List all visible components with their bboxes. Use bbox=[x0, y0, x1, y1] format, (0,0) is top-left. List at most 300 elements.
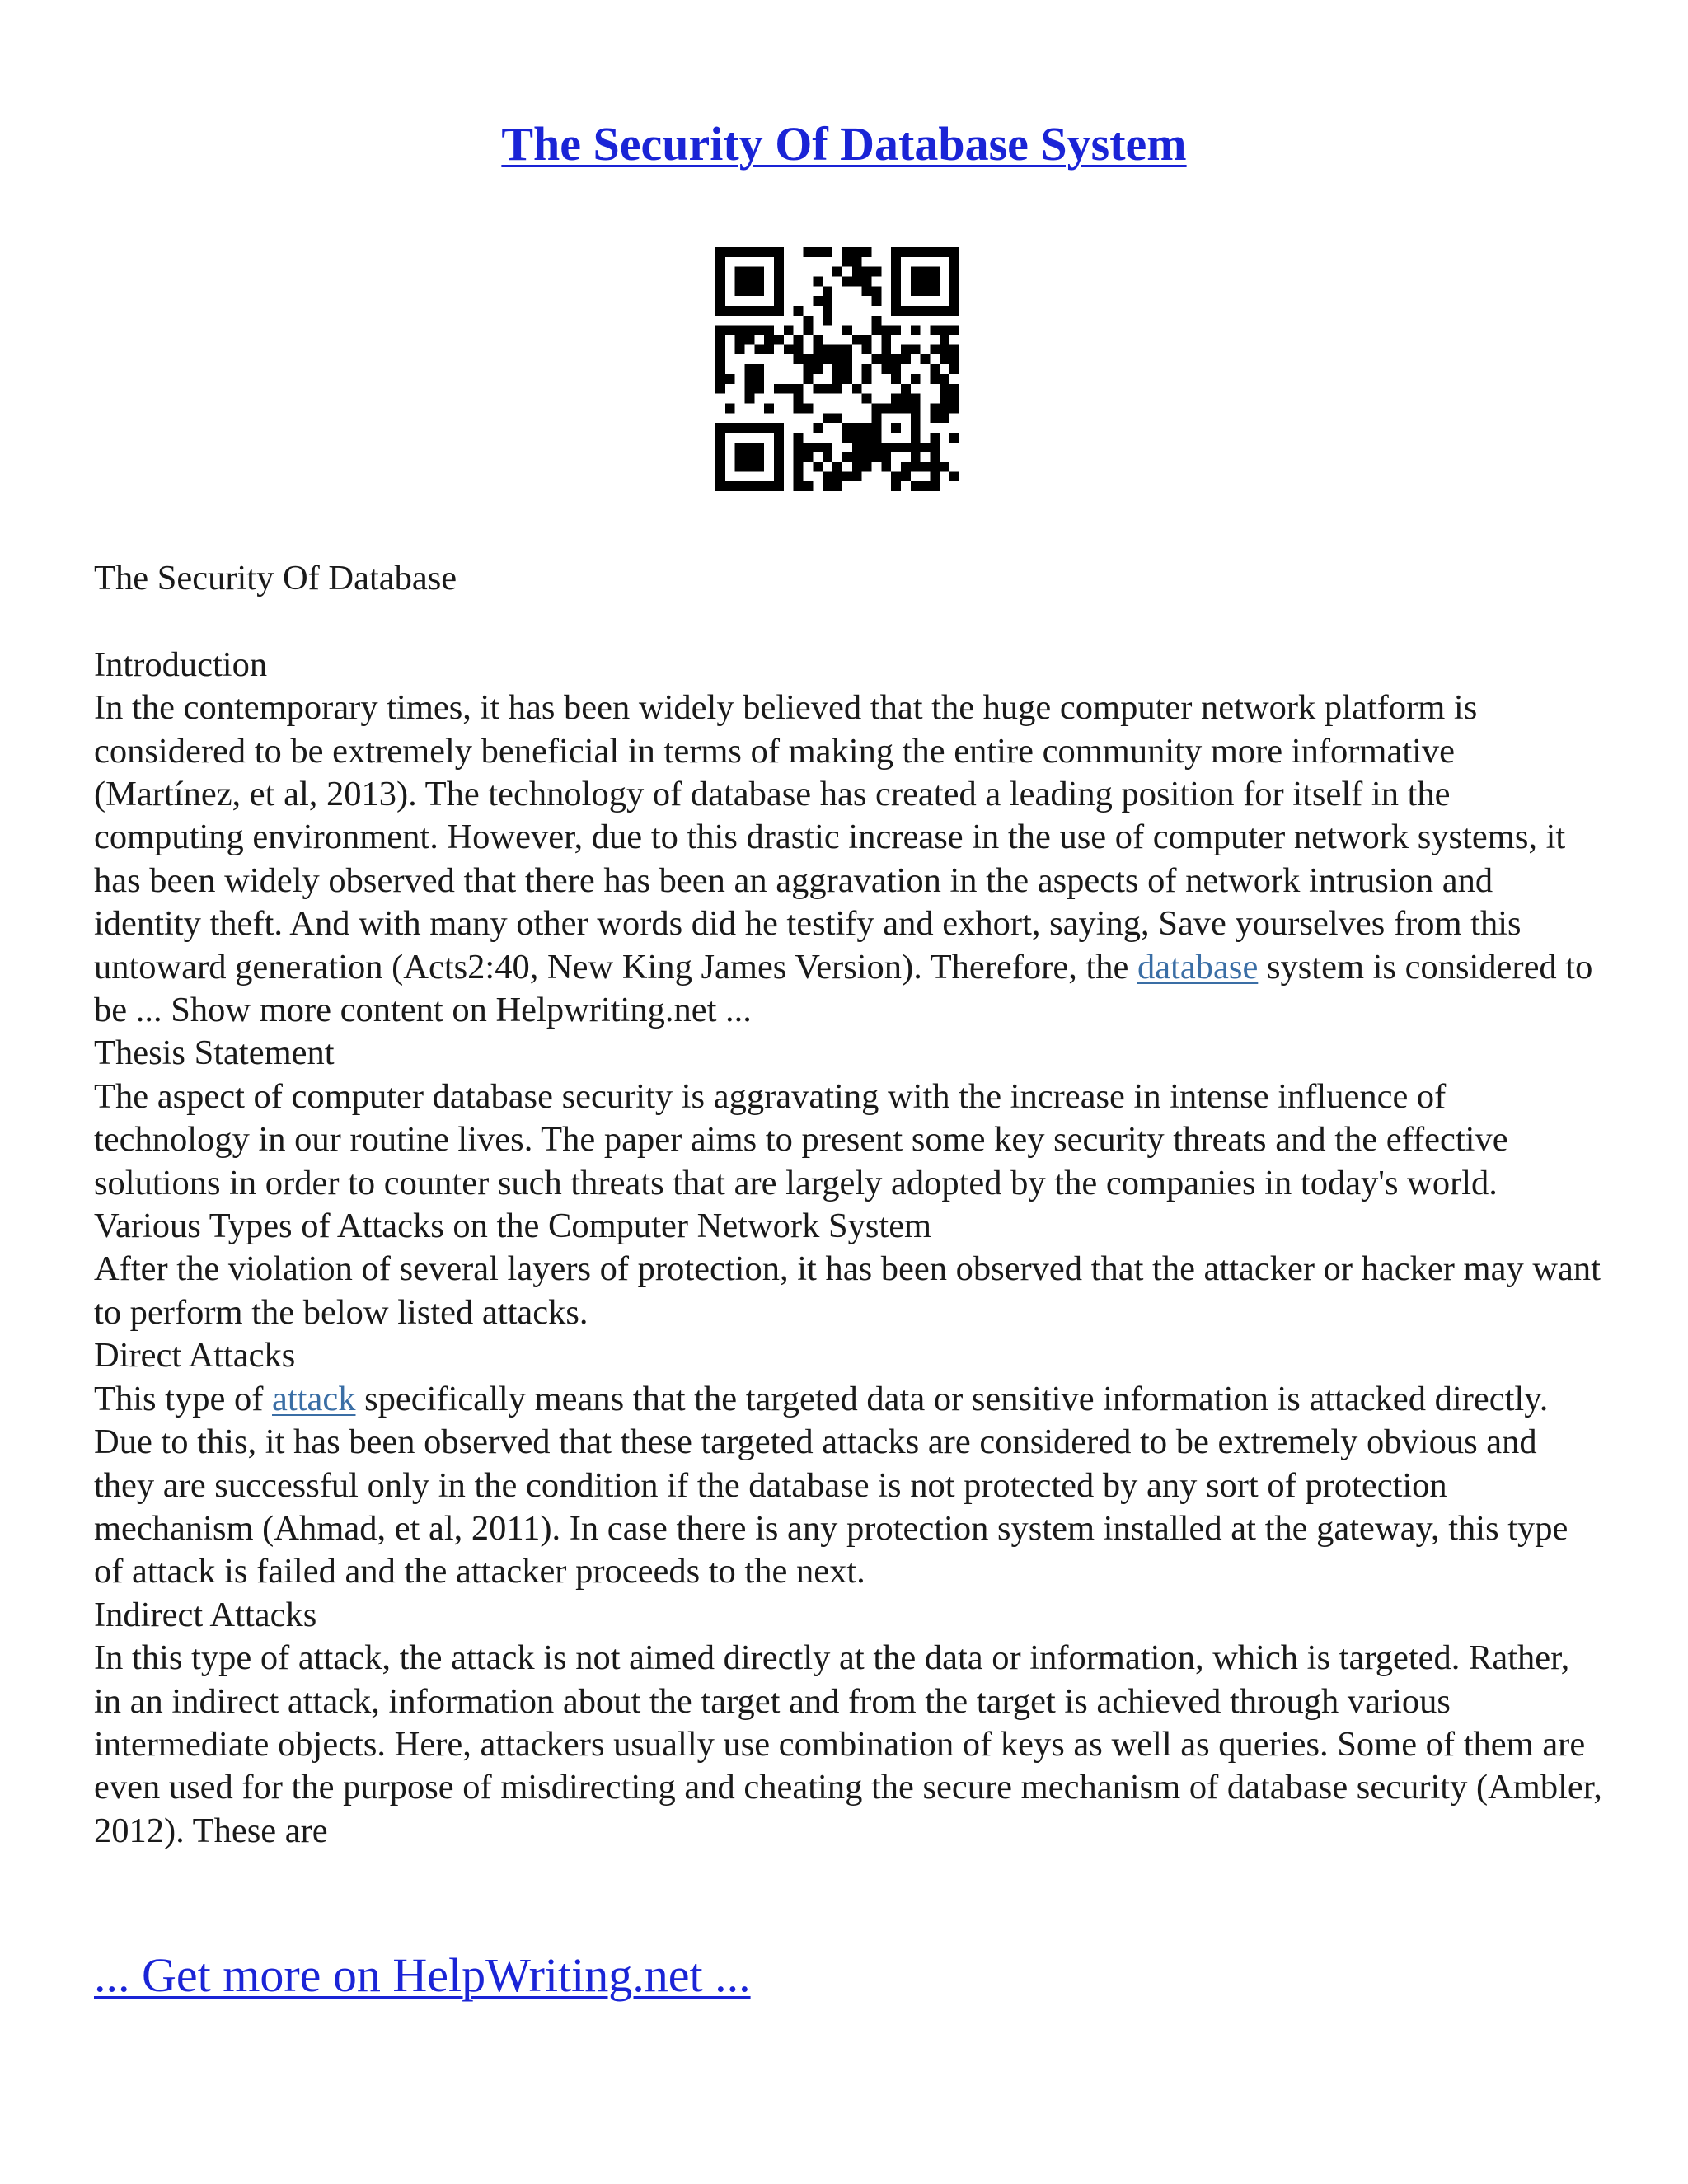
qr-module bbox=[823, 481, 832, 491]
qr-module bbox=[862, 247, 872, 257]
qr-module bbox=[774, 471, 784, 481]
qr-module bbox=[794, 481, 804, 491]
qr-module bbox=[832, 471, 842, 481]
qr-module bbox=[715, 481, 725, 491]
qr-module bbox=[911, 247, 921, 257]
qr-module bbox=[784, 384, 794, 394]
qr-module bbox=[862, 394, 872, 404]
qr-module bbox=[774, 296, 784, 306]
qr-module bbox=[745, 481, 755, 491]
qr-module bbox=[891, 286, 901, 296]
qr-module bbox=[754, 452, 764, 462]
qr-module bbox=[813, 354, 823, 364]
qr-module bbox=[930, 277, 940, 287]
qr-module bbox=[823, 354, 832, 364]
qr-module bbox=[950, 277, 959, 287]
qr-module bbox=[754, 423, 764, 433]
qr-module bbox=[921, 462, 931, 471]
direct-attacks-paragraph bbox=[94, 1378, 1602, 1594]
qr-module bbox=[715, 364, 725, 374]
section-heading-thesis: Thesis Statement bbox=[94, 1033, 335, 1073]
qr-module bbox=[950, 384, 959, 394]
qr-module bbox=[715, 452, 725, 462]
qr-module bbox=[891, 277, 901, 287]
qr-module bbox=[901, 471, 911, 481]
qr-module bbox=[745, 364, 755, 374]
qr-module bbox=[901, 394, 911, 404]
qr-module bbox=[852, 277, 862, 287]
qr-module bbox=[813, 277, 823, 287]
qr-module bbox=[940, 354, 950, 364]
qr-module bbox=[842, 247, 852, 257]
qr-module bbox=[754, 247, 764, 257]
qr-module bbox=[735, 344, 745, 354]
qr-module bbox=[930, 247, 940, 257]
qr-module bbox=[813, 335, 823, 345]
qr-module bbox=[862, 335, 872, 345]
qr-module bbox=[764, 481, 774, 491]
qr-module bbox=[921, 267, 931, 277]
qr-module bbox=[901, 443, 911, 452]
qr-module bbox=[940, 374, 950, 384]
qr-module bbox=[871, 286, 881, 296]
qr-module bbox=[725, 247, 735, 257]
qr-module bbox=[891, 423, 901, 433]
qr-module bbox=[852, 423, 862, 433]
qr-module bbox=[764, 423, 774, 433]
qr-module bbox=[735, 277, 745, 287]
qr-module bbox=[911, 423, 921, 433]
qr-module bbox=[950, 296, 959, 306]
qr-module bbox=[862, 267, 872, 277]
qr-module bbox=[715, 335, 725, 345]
qr-module bbox=[881, 354, 891, 364]
qr-module bbox=[881, 326, 891, 335]
qr-module bbox=[715, 443, 725, 452]
qr-module bbox=[735, 267, 745, 277]
qr-module bbox=[871, 354, 881, 364]
qr-module bbox=[832, 413, 842, 423]
qr-module bbox=[813, 384, 823, 394]
qr-module bbox=[921, 306, 931, 316]
qr-module bbox=[813, 423, 823, 433]
qr-module bbox=[735, 443, 745, 452]
qr-module bbox=[764, 326, 774, 335]
qr-module bbox=[794, 344, 804, 354]
qr-module bbox=[950, 354, 959, 364]
qr-module bbox=[794, 403, 804, 413]
qr-module bbox=[891, 403, 901, 413]
qr-module bbox=[725, 326, 735, 335]
qr-module bbox=[823, 247, 832, 257]
qr-module bbox=[921, 247, 931, 257]
qr-module bbox=[725, 423, 735, 433]
qr-module bbox=[930, 364, 940, 374]
qr-module bbox=[754, 364, 764, 374]
section-heading-introduction: Introduction bbox=[94, 644, 268, 684]
qr-module bbox=[725, 374, 735, 384]
qr-module bbox=[950, 326, 959, 335]
qr-module bbox=[871, 296, 881, 306]
qr-module bbox=[715, 462, 725, 471]
page-title bbox=[0, 115, 1688, 173]
qr-module bbox=[871, 326, 881, 335]
qr-module bbox=[774, 335, 784, 345]
qr-module bbox=[842, 364, 852, 374]
qr-module bbox=[813, 344, 823, 354]
qr-module bbox=[774, 423, 784, 433]
qr-module bbox=[911, 326, 921, 335]
qr-module bbox=[852, 335, 862, 345]
qr-module bbox=[794, 384, 804, 394]
database-link[interactable]: database bbox=[1137, 947, 1259, 987]
qr-module bbox=[804, 443, 814, 452]
qr-module bbox=[774, 443, 784, 452]
qr-module bbox=[950, 306, 959, 316]
qr-module bbox=[715, 354, 725, 364]
spacer bbox=[94, 600, 1602, 643]
qr-module bbox=[832, 344, 842, 354]
qr-module bbox=[911, 403, 921, 413]
qr-module bbox=[754, 326, 764, 335]
qr-module bbox=[754, 481, 764, 491]
qr-module bbox=[891, 354, 901, 364]
qr-module bbox=[891, 443, 901, 452]
qr-module bbox=[745, 286, 755, 296]
qr-module bbox=[804, 354, 814, 364]
qr-module bbox=[745, 277, 755, 287]
qr-module bbox=[940, 326, 950, 335]
qr-module bbox=[735, 326, 745, 335]
qr-module bbox=[911, 462, 921, 471]
qr-module bbox=[823, 286, 832, 296]
qr-module bbox=[852, 433, 862, 443]
qr-module bbox=[823, 316, 832, 326]
qr-module bbox=[745, 394, 755, 404]
qr-module bbox=[891, 306, 901, 316]
qr-module bbox=[911, 374, 921, 384]
qr-module bbox=[794, 335, 804, 345]
qr-module bbox=[901, 403, 911, 413]
qr-module bbox=[715, 247, 725, 257]
qr-module bbox=[940, 335, 950, 345]
qr-module bbox=[842, 433, 852, 443]
qr-module bbox=[784, 344, 794, 354]
qr-module bbox=[745, 443, 755, 452]
get-more-link[interactable]: ... Get more on HelpWriting.net ... bbox=[94, 1948, 751, 2002]
qr-module bbox=[940, 384, 950, 394]
qr-module bbox=[784, 326, 794, 335]
qr-module bbox=[871, 267, 881, 277]
qr-module bbox=[901, 247, 911, 257]
qr-module bbox=[852, 471, 862, 481]
qr-code-graphic bbox=[715, 247, 959, 491]
qr-module bbox=[754, 384, 764, 394]
qr-module bbox=[862, 286, 872, 296]
qr-module bbox=[891, 374, 901, 384]
qr-module bbox=[911, 413, 921, 423]
qr-module bbox=[930, 267, 940, 277]
qr-module bbox=[754, 277, 764, 287]
qr-module bbox=[881, 344, 891, 354]
qr-module bbox=[774, 462, 784, 471]
qr-module bbox=[832, 462, 842, 471]
qr-module bbox=[911, 344, 921, 354]
qr-module bbox=[891, 471, 901, 481]
qr-module bbox=[911, 267, 921, 277]
qr-module bbox=[823, 384, 832, 394]
qr-module bbox=[774, 433, 784, 443]
qr-module bbox=[852, 247, 862, 257]
qr-module bbox=[950, 257, 959, 267]
qr-module bbox=[930, 462, 940, 471]
qr-module bbox=[774, 247, 784, 257]
qr-module bbox=[754, 374, 764, 384]
qr-module bbox=[950, 394, 959, 404]
attack-link[interactable]: attack bbox=[272, 1379, 356, 1418]
footer bbox=[94, 1947, 751, 2004]
qr-module bbox=[774, 267, 784, 277]
qr-module bbox=[842, 471, 852, 481]
qr-module bbox=[794, 443, 804, 452]
direct-attacks-text-end: specifically means that the targeted data or sensitive information is attacked directly. Due to this, it has been observed that these targeted attacks are considered to be extremely obvious and they are successful only in the condition if the database is not protected by any sort of protection mechanism (Ahmad, et al, 2011). In case there is any protection system installed at the gateway, this type of attack is failed and the attacker proceeds to the next. bbox=[94, 1379, 1568, 1591]
qr-module bbox=[921, 286, 931, 296]
qr-module bbox=[725, 481, 735, 491]
qr-module bbox=[862, 452, 872, 462]
qr-module bbox=[725, 403, 735, 413]
qr-module bbox=[754, 306, 764, 316]
qr-module bbox=[930, 481, 940, 491]
qr-module bbox=[715, 384, 725, 394]
qr-module bbox=[881, 335, 891, 345]
section-heading-attack-types: Various Types of Attacks on the Computer Network System bbox=[94, 1207, 932, 1246]
qr-module bbox=[842, 452, 852, 462]
qr-module bbox=[764, 344, 774, 354]
qr-module bbox=[930, 433, 940, 443]
qr-module bbox=[852, 267, 862, 277]
qr-module bbox=[745, 306, 755, 316]
qr-module bbox=[930, 413, 940, 423]
document-body bbox=[94, 557, 1602, 1853]
section-heading-direct-attacks: Direct Attacks bbox=[94, 1336, 296, 1376]
qr-module bbox=[911, 306, 921, 316]
qr-module bbox=[774, 277, 784, 287]
qr-module bbox=[871, 316, 881, 326]
qr-module bbox=[715, 277, 725, 287]
qr-module bbox=[921, 277, 931, 287]
qr-module bbox=[735, 306, 745, 316]
qr-module bbox=[715, 286, 725, 296]
qr-module bbox=[715, 306, 725, 316]
qr-module bbox=[852, 384, 862, 394]
qr-module bbox=[832, 364, 842, 374]
qr-module bbox=[745, 452, 755, 462]
qr-module bbox=[901, 306, 911, 316]
qr-module bbox=[871, 443, 881, 452]
qr-module bbox=[842, 423, 852, 433]
qr-module bbox=[871, 452, 881, 462]
qr-module bbox=[832, 267, 842, 277]
qr-module bbox=[754, 462, 764, 471]
qr-module bbox=[862, 443, 872, 452]
qr-module bbox=[804, 481, 814, 491]
qr-module bbox=[901, 354, 911, 364]
qr-module bbox=[745, 267, 755, 277]
title-link[interactable]: The Security Of Database System bbox=[501, 117, 1187, 171]
attack-types-paragraph: After the violation of several layers of protection, it has been observed that the attacker or hacker may want to perform the below listed attacks. bbox=[94, 1249, 1601, 1332]
qr-module bbox=[774, 306, 784, 316]
qr-module bbox=[715, 257, 725, 267]
qr-module bbox=[911, 286, 921, 296]
qr-module bbox=[715, 326, 725, 335]
qr-module bbox=[745, 335, 755, 345]
qr-module bbox=[715, 374, 725, 384]
qr-module bbox=[871, 403, 881, 413]
qr-module bbox=[774, 481, 784, 491]
qr-module bbox=[735, 423, 745, 433]
qr-module bbox=[725, 306, 735, 316]
qr-module bbox=[823, 306, 832, 316]
qr-module bbox=[911, 394, 921, 404]
qr-module bbox=[715, 471, 725, 481]
qr-module bbox=[813, 296, 823, 306]
qr-module bbox=[862, 462, 872, 471]
qr-module bbox=[745, 374, 755, 384]
introduction-text-start: In the contemporary times, it has been widely believed that the huge computer network platform is considered to be extremely beneficial in terms of making the entire community more informative (Martínez, et al, 2013). The technology of database has created a leading position for itself in the computing environment. However, due to this drastic increase in the use of computer network systems, it has been widely observed that there has been an aggravation in the aspects of network intrusion and identity theft. And with many other words did he testify and exhort, saying, Save yourselves from this untoward generation (Acts2:40, New King James Version). Therefore, the bbox=[94, 688, 1566, 987]
qr-module bbox=[940, 306, 950, 316]
qr-module bbox=[813, 364, 823, 374]
qr-module bbox=[881, 462, 891, 471]
qr-module bbox=[735, 481, 745, 491]
qr-module bbox=[921, 481, 931, 491]
qr-module bbox=[794, 471, 804, 481]
qr-module bbox=[823, 443, 832, 452]
qr-module bbox=[891, 296, 901, 306]
qr-module bbox=[930, 452, 940, 462]
qr-module bbox=[940, 462, 950, 471]
qr-module bbox=[813, 247, 823, 257]
qr-module bbox=[842, 277, 852, 287]
qr-module bbox=[715, 433, 725, 443]
qr-module bbox=[950, 471, 959, 481]
qr-module bbox=[891, 267, 901, 277]
qr-module bbox=[881, 364, 891, 374]
qr-module bbox=[794, 354, 804, 364]
qr-module bbox=[852, 462, 862, 471]
direct-attacks-text-start: This type of bbox=[94, 1379, 273, 1418]
qr-module bbox=[871, 413, 881, 423]
qr-module bbox=[774, 452, 784, 462]
qr-module bbox=[921, 443, 931, 452]
qr-module bbox=[842, 354, 852, 364]
introduction-paragraph bbox=[94, 687, 1602, 1032]
qr-module bbox=[950, 433, 959, 443]
qr-module bbox=[930, 374, 940, 384]
qr-module bbox=[735, 452, 745, 462]
qr-module bbox=[794, 462, 804, 471]
qr-module bbox=[930, 443, 940, 452]
qr-module bbox=[774, 286, 784, 296]
qr-module bbox=[950, 267, 959, 277]
qr-module bbox=[930, 344, 940, 354]
qr-module bbox=[764, 306, 774, 316]
qr-module bbox=[832, 354, 842, 364]
qr-module bbox=[862, 344, 872, 354]
qr-module bbox=[823, 471, 832, 481]
qr-module bbox=[921, 354, 931, 364]
qr-module bbox=[745, 326, 755, 335]
qr-module bbox=[862, 423, 872, 433]
qr-module bbox=[715, 423, 725, 433]
qr-module bbox=[745, 423, 755, 433]
qr-module bbox=[794, 433, 804, 443]
document-subtitle: The Security Of Database bbox=[94, 559, 457, 598]
qr-module bbox=[774, 257, 784, 267]
qr-module bbox=[901, 344, 911, 354]
qr-module bbox=[950, 403, 959, 413]
qr-module bbox=[842, 257, 852, 267]
qr-module bbox=[911, 277, 921, 287]
qr-module bbox=[930, 286, 940, 296]
qr-module bbox=[823, 296, 832, 306]
qr-module bbox=[813, 443, 823, 452]
qr-module bbox=[940, 394, 950, 404]
qr-module bbox=[911, 443, 921, 452]
qr-module bbox=[794, 452, 804, 462]
qr-module bbox=[940, 247, 950, 257]
qr-module bbox=[832, 374, 842, 384]
qr-module bbox=[842, 326, 852, 335]
qr-module bbox=[911, 433, 921, 443]
qr-module bbox=[823, 413, 832, 423]
qr-module bbox=[804, 403, 814, 413]
qr-module bbox=[881, 452, 891, 462]
indirect-attacks-paragraph: In this type of attack, the attack is not aimed directly at the data or information, which is targeted. Rather, in an indirect attack, information about the target and from the target is achieved through various intermediate objects. Here, attackers usually use combination of keys as well as queries. Some of them are even used for the purpose of misdirecting and cheating the secure mechanism of database security (Ambler, 2012). These are bbox=[94, 1638, 1602, 1850]
qr-module bbox=[881, 443, 891, 452]
qr-module bbox=[715, 267, 725, 277]
qr-module bbox=[881, 403, 891, 413]
qr-module bbox=[911, 452, 921, 462]
qr-module bbox=[823, 344, 832, 354]
qr-module bbox=[735, 335, 745, 345]
introduction-text-end: system is considered to be ... Show more content on Helpwriting.net ... bbox=[94, 947, 1593, 1030]
qr-module bbox=[754, 267, 764, 277]
qr-module bbox=[754, 286, 764, 296]
qr-module bbox=[715, 344, 725, 354]
qr-module bbox=[950, 364, 959, 374]
qr-module bbox=[852, 452, 862, 462]
qr-module bbox=[832, 481, 842, 491]
qr-module bbox=[745, 247, 755, 257]
thesis-paragraph: The aspect of computer database security is aggravating with the increase in intense influence of technology in our routine lives. The paper aims to present some key security threats and the effective solutions in order to counter such threats that are largely adopted by the companies in today's world. bbox=[94, 1076, 1508, 1202]
qr-module bbox=[871, 433, 881, 443]
qr-module bbox=[930, 403, 940, 413]
qr-module bbox=[745, 384, 755, 394]
qr-module bbox=[862, 433, 872, 443]
qr-module bbox=[754, 344, 764, 354]
qr-module bbox=[852, 257, 862, 267]
qr-code-icon bbox=[715, 247, 959, 491]
qr-module bbox=[891, 247, 901, 257]
qr-module bbox=[804, 364, 814, 374]
section-heading-indirect-attacks: Indirect Attacks bbox=[94, 1595, 317, 1634]
qr-module bbox=[735, 247, 745, 257]
qr-module bbox=[940, 344, 950, 354]
qr-module bbox=[804, 316, 814, 326]
qr-module bbox=[715, 296, 725, 306]
qr-module bbox=[842, 344, 852, 354]
qr-module bbox=[804, 374, 814, 384]
